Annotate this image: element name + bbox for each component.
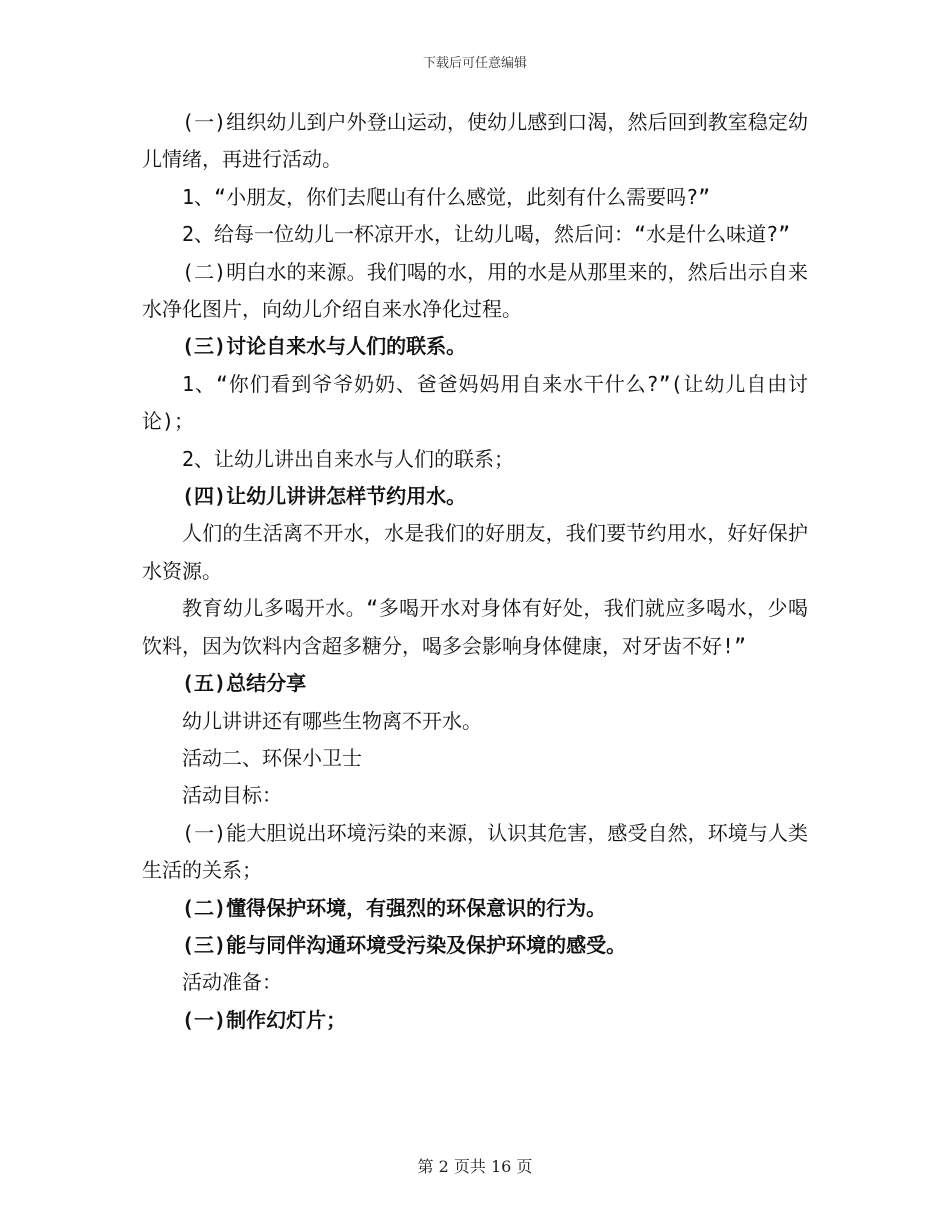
subsection-label: 活动准备： <box>182 970 282 995</box>
section-heading: (五)总结分享 <box>182 671 307 696</box>
page-footer: 第 2 页共 16 页 <box>417 1157 533 1176</box>
goal-item: (二)懂得保护环境，有强烈的环保意识的行为。 <box>182 895 607 920</box>
paragraph: (一)组织幼儿到户外登山运动，使幼儿感到口渴，然后回到教室稳定幼儿情绪，再进行活动。 <box>142 110 808 172</box>
document-body <box>142 104 808 1039</box>
paragraph: 1、“小朋友，你们去爬山有什么感觉，此刻有什么需要吗?” <box>182 184 711 209</box>
section-heading: (四)让幼儿讲讲怎样节约用水。 <box>182 484 467 509</box>
paragraph: 人们的生活离不开水，水是我们的好朋友，我们要节约用水，好好保护水资源。 <box>142 521 808 583</box>
section-heading: (三)讨论自来水与人们的联系。 <box>182 334 467 359</box>
paragraph: 2、让幼儿讲出自来水与人们的联系； <box>182 446 515 471</box>
paragraph: 幼儿讲讲还有哪些生物离不开水。 <box>182 708 482 733</box>
subsection-label: 活动目标： <box>182 783 282 808</box>
page-header: 下载后可任意编辑 <box>422 56 527 71</box>
paragraph: 2、给每一位幼儿一杯凉开水，让幼儿喝，然后问：“水是什么味道?” <box>182 222 791 247</box>
goal-item: (三)能与同伴沟通环境受污染及保护环境的感受。 <box>182 932 627 957</box>
paragraph: 1、“你们看到爷爷奶奶、爸爸妈妈用自来水干什么?”(让幼儿自由讨论)； <box>142 371 808 434</box>
paragraph: 教育幼儿多喝开水。“多喝开水对身体有好处，我们就应多喝水，少喝饮料，因为饮料内含超多糖分，喝多会影响身体健康，对牙齿不好!” <box>142 596 808 658</box>
paragraph: (一)能大胆说出环境污染的来源，认识其危害，感受自然，环境与人类生活的关系； <box>142 820 808 883</box>
activity-title: 活动二、环保小卫士 <box>182 745 362 770</box>
preparation-item: (一)制作幻灯片； <box>182 1007 347 1032</box>
paragraph: (二)明白水的来源。我们喝的水，用的水是从那里来的，然后出示自来水净化图片，向幼儿介绍自来水净化过程。 <box>142 259 808 322</box>
